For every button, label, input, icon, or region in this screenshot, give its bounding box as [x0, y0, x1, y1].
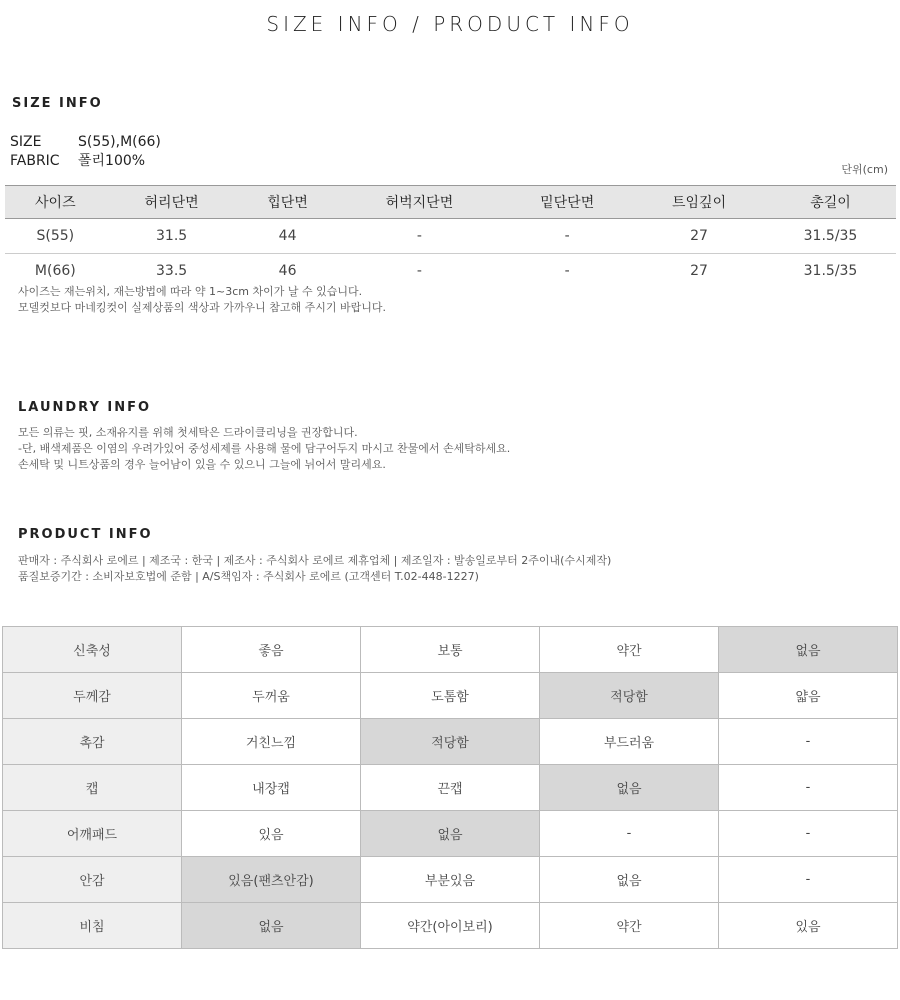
property-label: 두께감 [3, 673, 182, 719]
property-row [3, 765, 898, 811]
property-option: 부분있음 [361, 857, 540, 903]
table-cell: 31.5/35 [803, 263, 858, 279]
property-option: - [719, 765, 898, 811]
property-option: - [719, 719, 898, 765]
header-cell: 허리단면 [106, 186, 238, 219]
table-cell: - [501, 219, 633, 254]
property-option-selected: 적당함 [361, 719, 540, 765]
property-option-selected: 없음 [719, 627, 898, 673]
laundry-notes [18, 425, 510, 473]
table-cell: - [564, 263, 570, 279]
table-cell: 31.5/35 [765, 219, 896, 254]
property-table [2, 626, 898, 949]
header-cell: 사이즈 [5, 186, 106, 219]
property-option: 두꺼움 [182, 673, 361, 719]
property-label: 안감 [3, 857, 182, 903]
property-label: 신축성 [3, 627, 182, 673]
property-option: - [719, 857, 898, 903]
property-option-selected: 없음 [361, 811, 540, 857]
property-option-selected: 있음(팬츠안감) [182, 857, 361, 903]
laundry-line: -단, 배색제품은 이염의 우려가있어 중성세제를 사용해 물에 담구어두지 마시고 찬물에서 손세탁하세요. [18, 442, 511, 455]
table-cell: - [338, 219, 502, 254]
note-line: 모델컷보다 마네킹컷이 실제상품의 색상과 가까우니 참고해 주시기 바랍니다. [18, 301, 387, 314]
property-option: 좋음 [182, 627, 361, 673]
table-cell: 27 [690, 263, 708, 279]
header-cell: 힙단면 [238, 186, 338, 219]
property-label: 어깨패드 [3, 811, 182, 857]
property-option: 거친느낌 [182, 719, 361, 765]
property-option: - [540, 811, 719, 857]
note-line: 사이즈는 재는위치, 재는방법에 따라 약 1~3cm 차이가 날 수 있습니다. [18, 285, 363, 298]
property-option: 보통 [361, 627, 540, 673]
page-title: SIZE INFO / PRODUCT INFO [266, 12, 634, 36]
property-option: 얇음 [719, 673, 898, 719]
property-option: 약간 [540, 903, 719, 949]
fabric-value: 폴리100% [78, 153, 146, 169]
table-cell: 33.5 [156, 263, 188, 279]
table-cell: - [416, 263, 422, 279]
table-cell: 44 [238, 219, 338, 254]
property-row [3, 903, 898, 949]
property-option-selected: 없음 [540, 765, 719, 811]
property-option-selected: 적당함 [540, 673, 719, 719]
size-info-title: SIZE INFO [12, 96, 103, 111]
property-option: 부드러움 [540, 719, 719, 765]
table-row [5, 254, 896, 289]
property-row [3, 811, 898, 857]
property-option: - [719, 811, 898, 857]
fabric-spec [10, 150, 145, 170]
product-line: 품질보증기간 : 소비자보호법에 준함 | A/S책임자 : 주식회사 로에르 (고객센터 T.02-448-1227) [18, 570, 479, 583]
size-table [5, 185, 896, 288]
property-option: 약간(아이보리) [361, 903, 540, 949]
table-cell: 27 [633, 219, 765, 254]
property-option: 끈캡 [361, 765, 540, 811]
unit-label: 단위(cm) [841, 163, 888, 176]
size-spec [10, 134, 161, 150]
size-label: SIZE [10, 134, 42, 150]
property-option: 있음 [182, 811, 361, 857]
table-cell: 31.5 [106, 219, 238, 254]
table-cell: M(66) [34, 263, 76, 279]
property-option: 내장캡 [182, 765, 361, 811]
property-row [3, 673, 898, 719]
property-option-selected: 없음 [182, 903, 361, 949]
property-option: 없음 [540, 857, 719, 903]
size-notes [18, 284, 386, 316]
property-row [3, 627, 898, 673]
header-cell: 총길이 [765, 186, 896, 219]
table-cell: S(55) [5, 219, 106, 254]
property-option: 있음 [719, 903, 898, 949]
size-table-header [5, 186, 896, 219]
property-row [3, 857, 898, 903]
property-row [3, 719, 898, 765]
property-label: 캡 [3, 765, 182, 811]
laundry-info-title: LAUNDRY INFO [18, 400, 152, 415]
laundry-line: 손세탁 및 니트상품의 경우 늘어남이 있을 수 있으니 그늘에 뉘어서 말리세요. [18, 458, 386, 471]
size-value: S(55),M(66) [78, 134, 161, 150]
table-row [5, 219, 896, 254]
laundry-line: 모든 의류는 핏, 소재유지를 위해 첫세탁은 드라이클리닝을 권장합니다. [18, 426, 358, 439]
header-cell: 밑단단면 [501, 186, 633, 219]
property-label: 촉감 [3, 719, 182, 765]
property-option: 도톰함 [361, 673, 540, 719]
header-cell: 트임깊이 [633, 186, 765, 219]
product-info-title: PRODUCT INFO [18, 527, 153, 542]
table-cell: 46 [278, 263, 297, 279]
property-option: 약간 [540, 627, 719, 673]
product-notes [18, 553, 611, 585]
fabric-label: FABRIC [10, 153, 60, 169]
property-label: 비침 [3, 903, 182, 949]
product-line: 판매자 : 주식회사 로에르 | 제조국 : 한국 | 제조사 : 주식회사 로에르 제휴업체 | 제조일자 : 발송일로부터 2주이내(수시제작) [18, 554, 612, 567]
header-cell: 허벅지단면 [338, 186, 502, 219]
